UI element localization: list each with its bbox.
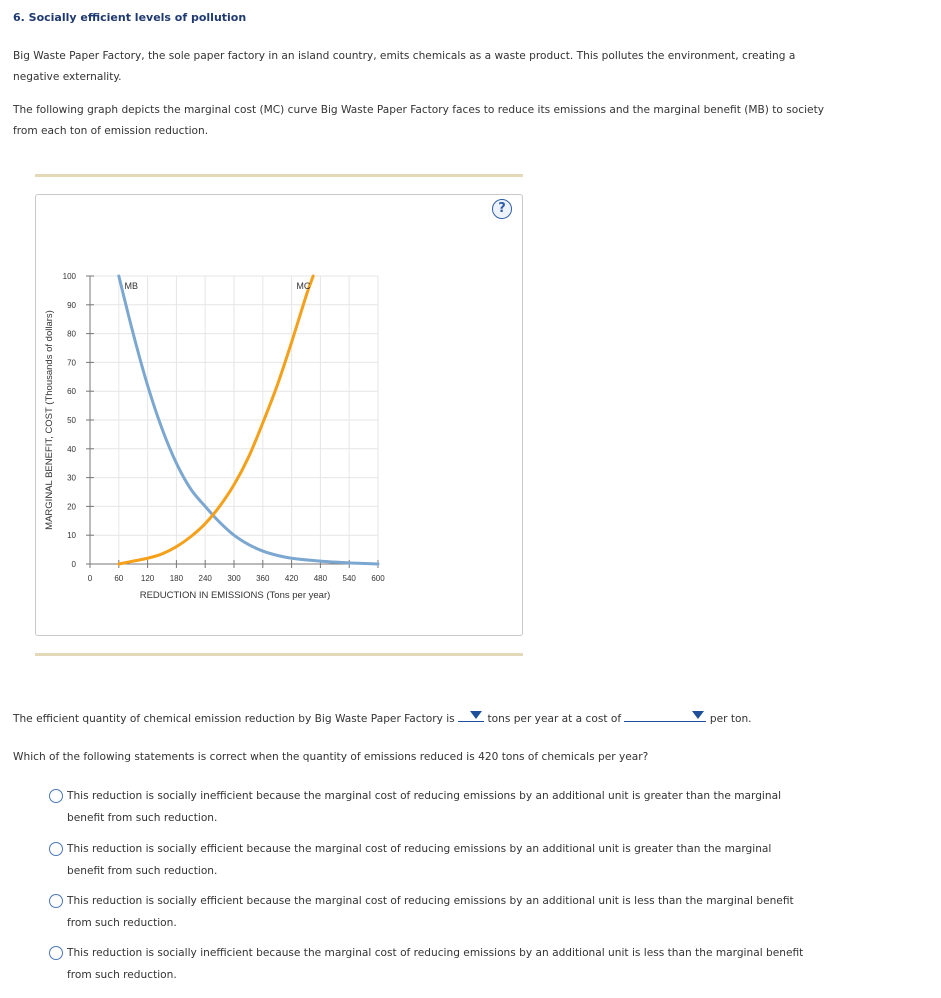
radio-button[interactable] [49,789,63,803]
option-text: This reduction is socially efficient because the marginal cost of reducing emissions by an additional unit is less than the marginal benefit from such reduction. [67,895,794,929]
y-tick-label: 70 [67,358,76,368]
radio-button[interactable] [49,842,63,856]
option-text: This reduction is socially inefficient because the marginal cost of reducing emissions by an additional unit is greater than the marginal benefit from such reduction. [67,790,782,824]
x-tick-label: 180 [169,574,184,583]
option-text: This reduction is socially inefficient because the marginal cost of reducing emissions by an additional unit is less than the marginal benefit from such reduction. [67,947,804,981]
chart-grid [90,276,378,564]
chevron-down-icon [692,711,704,719]
x-tick-label: 600 [371,574,385,583]
x-tick-label: 60 [114,574,124,583]
bottom-divider [35,653,523,656]
x-tick-label: 420 [284,574,299,583]
y-tick-label: 20 [67,502,76,512]
y-tick-label: 50 [67,416,76,425]
radio-button[interactable] [49,946,63,960]
radio-button[interactable] [49,894,63,908]
quantity-dropdown[interactable] [458,708,484,722]
y-tick-label: 80 [67,329,76,339]
y-axis-label: MARGINAL BENEFIT, COST (Thousands of dollars) [44,310,55,530]
y-tick-label: 10 [67,531,76,541]
x-tick-label: 240 [198,574,212,583]
x-tick-label: 480 [313,574,328,583]
y-tick-label: 40 [67,444,76,454]
q1-mid: tons per year at a cost of [487,713,622,725]
mb-label: MB [124,281,139,291]
x-tick-label: 540 [342,574,356,583]
y-tick-label: 0 [71,560,76,569]
x-tick-label: 120 [140,574,155,583]
intro-paragraph: Big Waste Paper Factory, the sole paper factory in an island country, emits chemicals as a waste product. This pollutes the environment, creating a negative externality. [13,50,796,83]
statement-question: Which of the following statements is correct when the quantity of emissions reduced is 420 tons of chemicals per year? [13,751,649,763]
q1-suffix: per ton. [709,713,752,725]
cost-dropdown[interactable] [624,708,706,722]
chevron-down-icon [470,711,482,719]
y-tick-label: 100 [62,272,76,281]
question-title: 6. Socially efficient levels of pollution [13,11,247,24]
y-tick-label: 90 [67,300,76,310]
x-tick-label: 360 [256,574,270,583]
y-tick-label: 60 [67,387,76,397]
x-tick-label: 300 [227,574,241,583]
q1-prefix: The efficient quantity of chemical emission reduction by Big Waste Paper Factory is [13,713,455,725]
graph-description: The following graph depicts the marginal cost (MC) curve Big Waste Paper Factory faces to reduce its emissions and the marginal benefit (MB) to society from each ton of emission reduction. [13,104,824,137]
y-tick-label: 30 [67,473,76,483]
x-axis-label: REDUCTION IN EMISSIONS (Tons per year) [139,590,331,601]
help-icon[interactable]: ? [492,199,512,219]
option-text: This reduction is socially efficient because the marginal cost of reducing emissions by an additional unit is greater than the marginal benefit from such reduction. [67,843,772,877]
x-tick-label: 0 [87,574,93,583]
mc-label: MC [296,281,311,291]
chart-ticks [63,272,386,583]
efficiency-question [13,708,752,725]
